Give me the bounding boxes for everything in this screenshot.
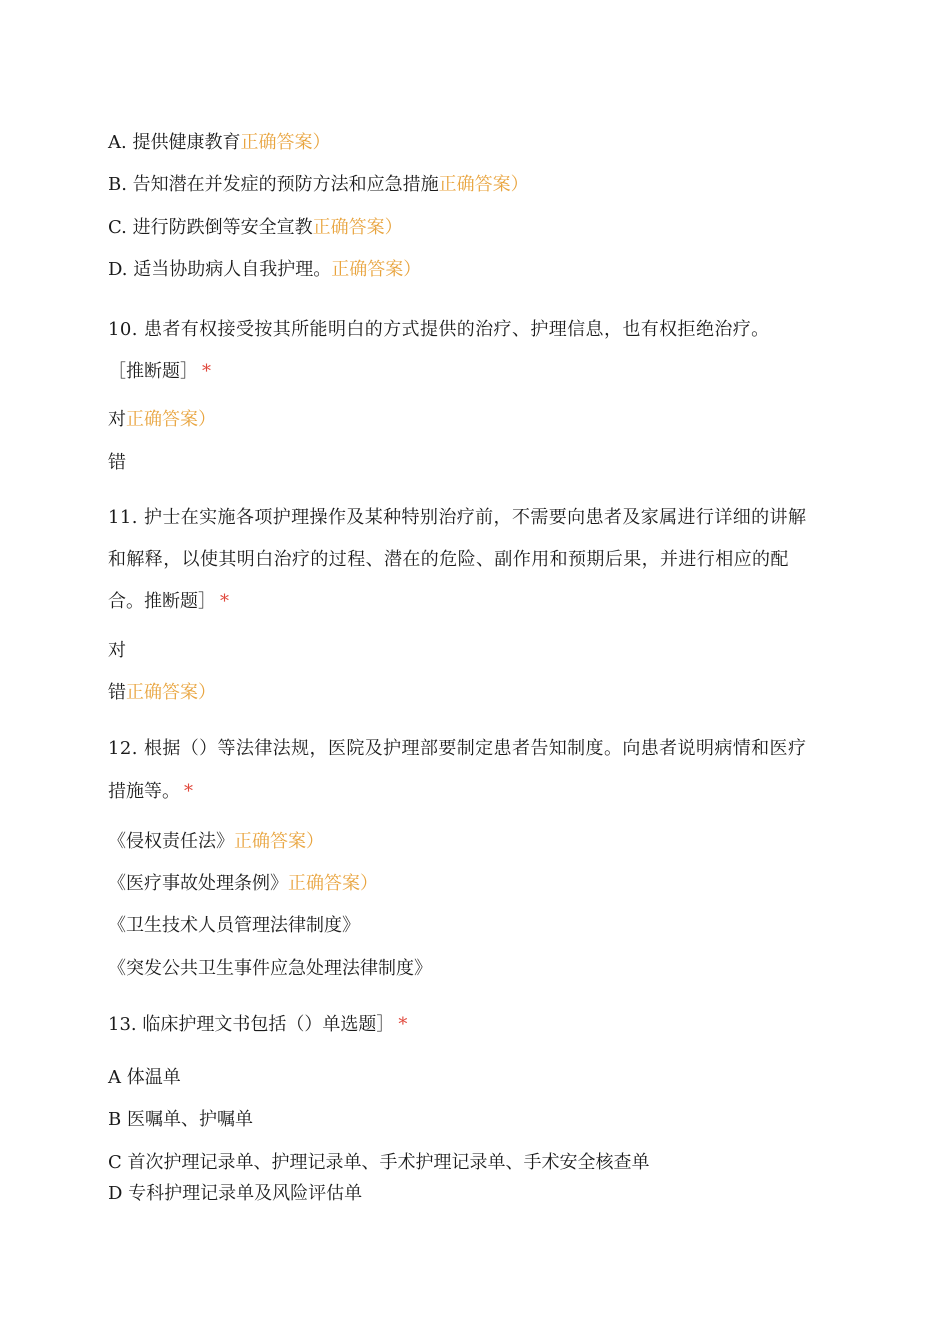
- option-text: D. 适当协助病人自我护理。: [108, 259, 332, 280]
- q9-option-b: [108, 173, 529, 197]
- option-text: 对: [108, 409, 126, 430]
- correct-answer-tag: 正确答案）: [288, 873, 378, 894]
- correct-answer-tag: 正确答案）: [234, 831, 324, 852]
- q11-question-line3: [108, 590, 229, 614]
- q12-option-2: [108, 872, 378, 896]
- correct-answer-tag: 正确答案）: [312, 217, 403, 238]
- q13-option-b: [108, 1108, 253, 1132]
- option-text: 对: [108, 640, 126, 661]
- option-text: A. 提供健康教育: [108, 132, 241, 153]
- q10-question-line2: [108, 360, 211, 384]
- q12-option-4: [108, 957, 432, 981]
- correct-answer-tag: 正确答案）: [438, 174, 529, 195]
- q13-option-d: [108, 1182, 362, 1206]
- q12-option-3: [108, 914, 360, 938]
- option-text: 错: [108, 682, 126, 703]
- q11-option-false: [108, 681, 216, 705]
- q11-question-line2: 和解释，以使其明白治疗的过程、潜在的危险、副作用和预期后果，并进行相应的配: [108, 549, 789, 570]
- q11-question-line1: 11. 护士在实施各项护理操作及某种特别治疗前，不需要向患者及家属进行详细的讲解: [108, 507, 807, 528]
- question-text: 13. 临床护理文书包括（）单选题］: [108, 1014, 395, 1035]
- q12-option-1: [108, 830, 324, 854]
- correct-answer-tag: 正确答案）: [240, 132, 331, 153]
- question-text: 措施等。: [108, 781, 180, 802]
- option-text: D 专科护理记录单及风险评估单: [108, 1183, 363, 1204]
- correct-answer-tag: 正确答案）: [331, 259, 422, 280]
- option-text: C. 进行防跌倒等安全宣教: [108, 217, 313, 238]
- q13-option-c: [108, 1151, 650, 1175]
- q13-question-line1: [108, 1013, 407, 1037]
- q10-option-false: [108, 451, 126, 475]
- q12-question-line1: 12. 根据（）等法律法规，医院及护理部要制定患者告知制度。向患者说明病情和医疗: [108, 738, 807, 759]
- q9-option-c: [108, 216, 403, 240]
- required-mark: *: [220, 591, 229, 612]
- q12-question-line2: [108, 780, 193, 804]
- q13-option-a: [108, 1066, 181, 1090]
- question-type: ［推断题］: [108, 361, 198, 382]
- option-text: 《医疗事故处理条例》: [108, 873, 288, 894]
- q9-option-d: [108, 258, 421, 282]
- option-text: A 体温单: [108, 1067, 181, 1088]
- required-mark: *: [202, 361, 211, 382]
- option-text: 《突发公共卫生事件应急处理法律制度》: [108, 958, 432, 979]
- correct-answer-tag: 正确答案）: [126, 409, 216, 430]
- q11-option-true: [108, 639, 126, 663]
- option-text: 《卫生技术人员管理法律制度》: [108, 915, 360, 936]
- required-mark: *: [184, 781, 193, 802]
- option-text: 《侵权责任法》: [108, 831, 234, 852]
- q10-option-true: [108, 408, 216, 432]
- q10-question-line1: 10. 患者有权接受按其所能明白的方式提供的治疗、护理信息，也有权拒绝治疗。: [108, 319, 770, 340]
- required-mark: *: [398, 1014, 408, 1035]
- correct-answer-tag: 正确答案）: [126, 682, 216, 703]
- q9-option-a: [108, 131, 330, 155]
- option-text: C 首次护理记录单、护理记录单、手术护理记录单、手术安全核查单: [108, 1152, 650, 1173]
- option-text: B. 告知潜在并发症的预防方法和应急措施: [108, 174, 439, 195]
- option-text: B 医嘱单、护嘱单: [108, 1109, 253, 1130]
- option-text: 错: [108, 452, 126, 473]
- question-type: 合。推断题］: [108, 591, 216, 612]
